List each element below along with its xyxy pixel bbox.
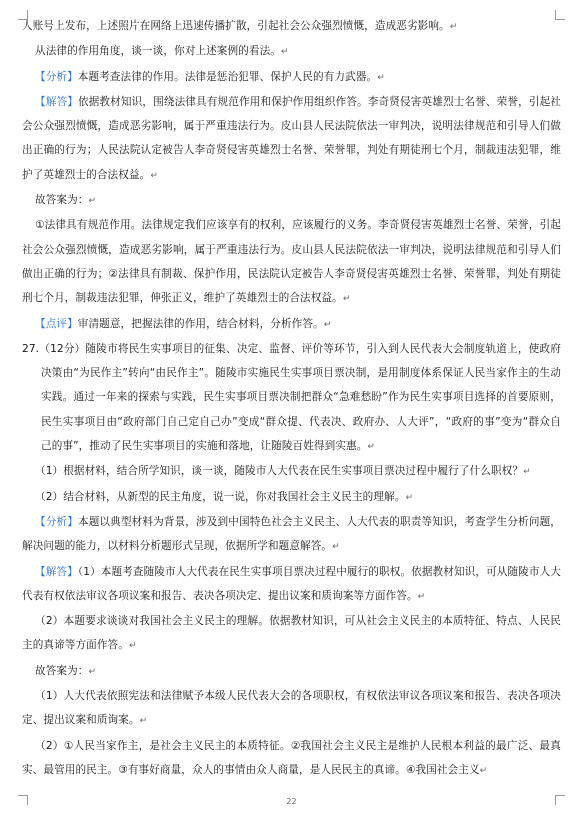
paragraph-text: 故答案为： [35,664,89,677]
paragraph-mark: ↵ [342,294,351,305]
paragraph [22,90,561,188]
paragraph-mark: ↵ [332,542,340,553]
paragraph-mark: ↵ [479,765,488,776]
page-number: 22 [286,797,297,806]
paragraph [22,213,561,311]
paragraph-mark: ↵ [323,319,332,330]
paragraph-mark: ↵ [377,72,385,83]
paragraph [22,188,561,213]
paragraph-text: 依据教材知识，围绕法律具有规范作用和保护作用组织作答。李奇贤侵害英雄烈士名誉、荣誉，引起社会公众强烈愤慨，造成恶劣影响，属于严重违法行为。皮山县人民法院依法一审判决，说明法律规范和引导人们做出正确的行为；人民法院认定被告人李奇贤侵害英雄烈士名誉、荣誉罪，判处有期徒刑七个月，制裁违法犯罪，维护了英雄烈士的合法权益。 [22,95,562,181]
section-tag: 【点评】 [35,317,78,330]
paragraph [22,65,561,90]
paragraph-text: 从法律的作用角度，谈一谈，你对上述案例的看法。 [35,45,281,58]
paragraph [22,560,561,610]
section-tag: 【分析】 [35,70,78,83]
paragraph-mark: ↵ [128,641,137,652]
document-body [22,14,561,783]
paragraph [22,14,561,39]
paragraph-text: 人账号上发布，上述照片在网络上迅速传播扩散，引起社会公众强烈愤慨，造成恶劣影响。 [22,20,450,32]
paragraph-text: （1）根据材料，结合所学知识，谈一谈，随陵市人大代表在民生实事项目票决过程中履行了什么职权？ [35,465,524,478]
paragraph [22,312,561,337]
paragraph-text: （2）结合材料，从新型的民主角度，说一说，你对我国社会主义民主的理解。 [35,490,406,503]
paragraph-mark: ↵ [88,666,97,677]
paragraph-mark: ↵ [280,47,289,58]
section-tag: 【解答】 [35,565,78,578]
paragraph [22,609,561,659]
paragraph-mark: ↵ [88,196,97,207]
paragraph-text: 故答案为： [35,194,89,207]
paragraph-mark: ↵ [367,442,376,453]
paragraph-mark: ↵ [523,467,531,478]
paragraph [22,337,561,459]
paragraph-text: （2）本题要求谈谈对我国社会主义民主的理解。依据教材知识，可从社会主义民主的本质特征、特点、人民民主的真谛等方面作答。 [22,615,561,652]
paragraph-text: （2）①人民当家作主，是社会主义民主的本质特征。②我国社会主义民主是维护人民根本利益的最广泛、最真实、最管用的民主。③有事好商量，众人的事情由众人商量，是人民民主的真谛。④我国社会主义 [22,739,561,776]
paragraph-mark: ↵ [150,170,158,181]
paragraph-text: 审清题意，把握法律的作用，结合材料，分析作答。 [77,317,324,330]
paragraph-text: （1）人大代表依照宪法和法律赋予本级人民代表大会的各项职权，有权依法审议各项议案和报告、表决各项决定、提出议案和质询案。 [22,690,561,727]
paragraph [22,485,561,510]
paragraph-mark: ↵ [405,492,414,503]
paragraph-text: ①法律具有规范作用。法律规定我们应该享有的权利，应该履行的义务。李奇贤侵害英雄烈士名誉、荣誉，引起社会公众强烈愤慨，造成恶劣影响，属于严重违法行为。皮山县人民法院依法一审判决，说明法律规范和引导人们做出正确的行为；②法律具有制裁、保护作用，民法院认定被告人李奇贤侵害英雄烈士名誉、荣誉罪，判处有期徒刑七个月，制裁违法犯罪，伸张正义，维护了英雄烈士的合法权益。 [22,219,561,305]
paragraph [22,510,561,560]
paragraph-mark: ↵ [139,716,148,727]
paragraph-text: 本题以典型材料为背景，涉及到中国特色社会主义民主、人大代表的职责等知识，考查学生分析问题，解决问题的能力，以材料分析题形式呈现，依据所学和题意解答。 [22,515,562,553]
paragraph-text: 27.（12分）随陵市将民生实事项目的征集、决定、监督、评价等环节，引入到人民代表大会制度轨道上，使政府决策由“为民作主”转向“由民作主”。随陵市实施民生实事项目票决制，是用制度体系保证人民当家作主的生动实践。通过一年来的探索与实践，民生实事项目票决制把群众“急难愁盼”作为民生实事项目选择的首要原则，民生实事项目由“政府部门自己定自己办”变成“群众提、代表决、政府办、人大评”，“政府的事”变为“群众自己的事”，推动了民生实事项目的实施和落地，让随陵百姓得到实惠。 [22,342,561,453]
paragraph-mark: ↵ [417,591,426,602]
paragraph [22,734,561,784]
section-tag: 【分析】 [35,515,78,528]
paragraph-text: （1）本题考查随陵市人大代表在民生实事项目票决过程中履行的职权。依据教材知识，可从随陵市人大代表有权依法审议各项议案和报告、表决各项决定、提出议案和质询案等方面作答。 [22,565,561,602]
paragraph-mark: ↵ [449,22,458,32]
paragraph [22,39,561,64]
paragraph [22,684,561,734]
paragraph-text: 本题考查法律的作用。法律是惩治犯罪、保护人民的有力武器。 [77,70,378,83]
paragraph [22,459,561,484]
section-tag: 【解答】 [35,95,78,108]
paragraph [22,659,561,684]
